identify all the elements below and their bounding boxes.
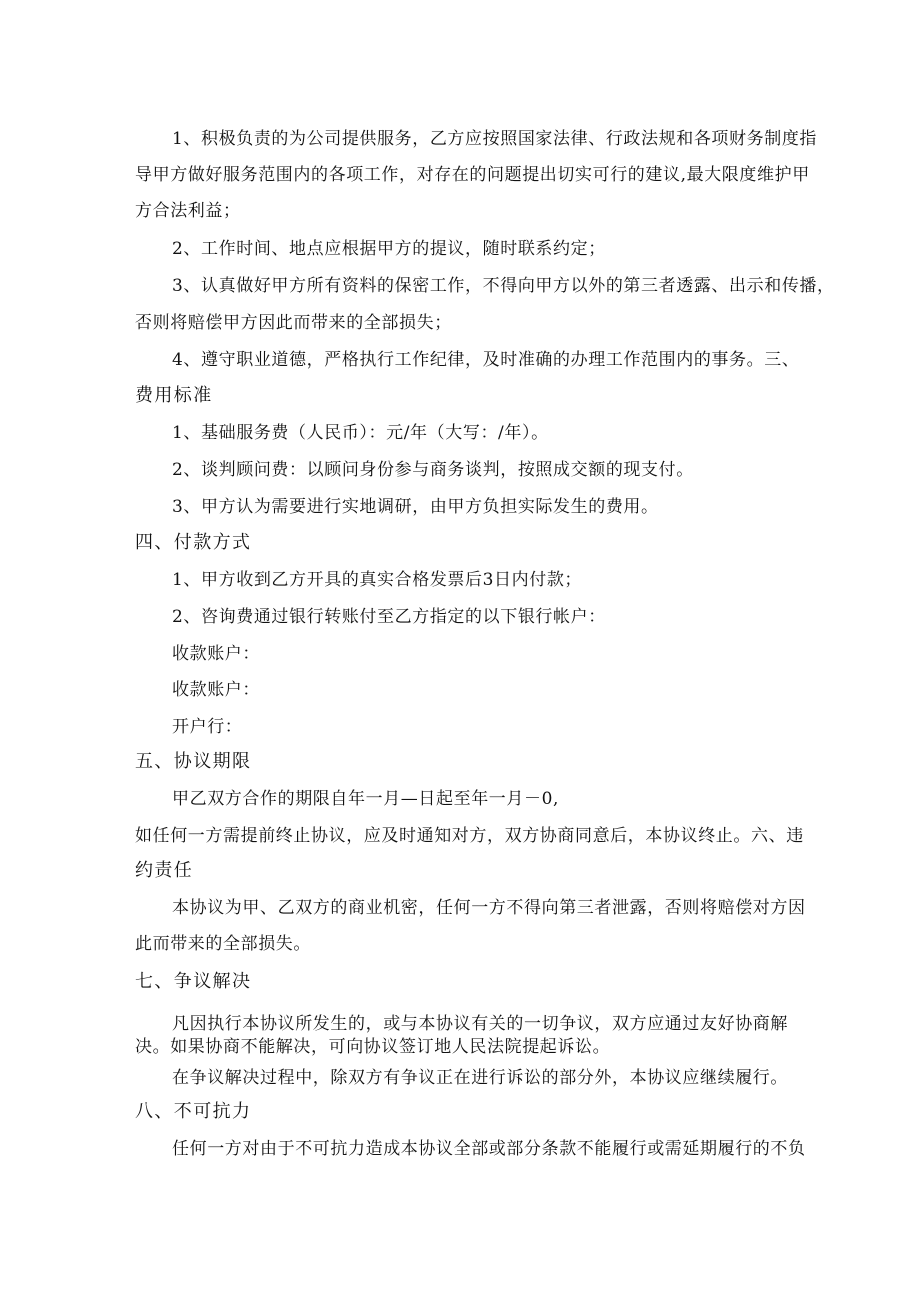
clause-3-line-2: 否则将赔偿甲方因此而带来的全部损失； (135, 313, 452, 333)
clause-1-line-1: 1、积极负责的为公司提供服务，乙方应按照国家法律、行政法规和各项财务制度指 (172, 129, 818, 149)
section-5-heading: 五、协议期限 (135, 751, 252, 772)
clause-1-line-2: 导甲方做好服务范围内的各项工作，对存在的问题提出切实可行的建议,最大限度维护甲 (135, 165, 810, 185)
term-line-2: 如任何一方需提前终止协议，应及时通知对方，双方协商同意后，本协议终止。六、违 (135, 826, 804, 846)
force-majeure-line-1: 任何一方对由于不可抗力造成本协议全部或部分条款不能履行或需延期履行的不负 (172, 1139, 806, 1159)
dispute-line-1: 凡因执行本协议所发生的，或与本协议有关的一切争议，双方应通过友好协商解 (172, 1014, 788, 1034)
fee-item-3: 3、甲方认为需要进行实地调研，由甲方负担实际发生的费用。 (172, 497, 659, 517)
bank-name: 开户行： (172, 717, 243, 737)
dispute-line-2: 决。如果协商不能解决，可向协议签订地人民法院提起诉讼。 (135, 1037, 611, 1057)
payee-account-2: 收款账户： (172, 680, 260, 700)
section-6-heading: 约责任 (135, 860, 194, 881)
term-line-1: 甲乙双方合作的期限自年一月—日起至年一月－0, (172, 789, 560, 809)
payment-item-1: 1、甲方收到乙方开具的真实合格发票后3日内付款； (172, 570, 583, 590)
section-7-heading: 七、争议解决 (135, 971, 252, 992)
section-3-heading: 费用标准 (135, 385, 213, 406)
dispute-line-3: 在争议解决过程中，除双方有争议正在进行诉讼的部分外，本协议应继续履行。 (172, 1068, 788, 1088)
payment-item-2: 2、咨询费通过银行转账付至乙方指定的以下银行帐户： (172, 607, 606, 627)
liability-line-1: 本协议为甲、乙双方的商业机密，任何一方不得向第三者泄露，否则将赔偿对方因 (172, 898, 806, 918)
payee-account-1: 收款账户： (172, 644, 260, 664)
fee-item-1: 1、基础服务费（人民币）：元/年（大写：/年）。 (172, 423, 549, 443)
clause-2: 2、工作时间、地点应根据甲方的提议，随时联系约定； (172, 239, 606, 259)
section-4-heading: 四、付款方式 (135, 532, 252, 553)
clause-3-line-1: 3、认真做好甲方所有资料的保密工作，不得向甲方以外的第三者透露、出示和传播， (172, 276, 835, 296)
fee-item-2: 2、谈判顾问费：以顾问身份参与商务谈判，按照成交额的现支付。 (172, 460, 694, 480)
section-8-heading: 八、不可抗力 (135, 1101, 252, 1122)
clause-1-line-3: 方合法利益； (135, 201, 241, 221)
liability-line-2: 此而带来的全部损失。 (135, 934, 311, 954)
clause-4-line-1: 4、遵守职业道德，严格执行工作纪律，及时准确的办理工作范围内的事务。三、 (172, 350, 800, 370)
